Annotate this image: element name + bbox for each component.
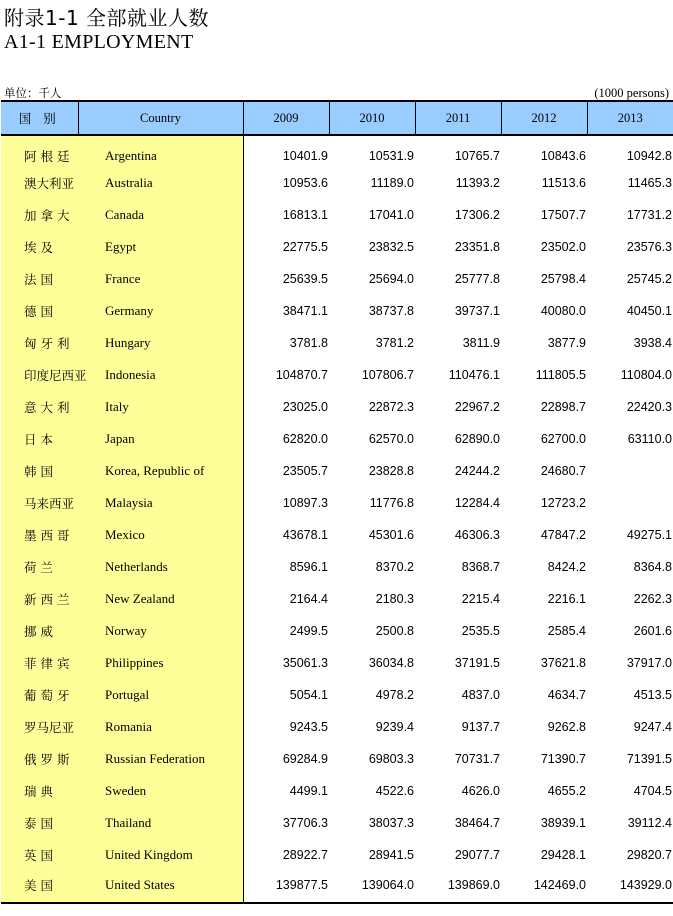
employment-value-cell: 2216.1: [547, 592, 586, 606]
employment-value-cell: 49275.1: [626, 528, 672, 542]
employment-value-cell: 143929.0: [587, 871, 673, 903]
country-name-en: Egypt: [78, 231, 243, 263]
employment-value-cell: 43678.1: [282, 528, 328, 542]
employment-value-cell: 10401.9: [282, 148, 328, 163]
country-name-en: Italy: [78, 391, 243, 423]
employment-value-cell: 39737.1: [454, 304, 500, 318]
header-year: 2012: [501, 101, 587, 135]
employment-value-cell: 71391.5: [626, 752, 672, 766]
country-name-cn: 挪 威: [1, 615, 78, 647]
employment-value-cell: 47847.2: [540, 528, 586, 542]
employment-value-cell: 12723.2: [540, 496, 586, 510]
country-name-cn: 韩 国: [1, 455, 78, 487]
employment-value-cell: 71390.7: [540, 752, 586, 766]
table-row: [1, 455, 673, 487]
employment-value-cell: 11189.0: [370, 176, 414, 190]
employment-value-cell: 40080.0: [540, 304, 586, 318]
employment-value-cell: 62890.0: [454, 432, 500, 446]
country-name-en: Malaysia: [78, 487, 243, 519]
country-name-cn: 意 大 利: [1, 391, 78, 423]
country-name-en: Mexico: [78, 519, 243, 551]
employment-value-cell: 2601.6: [633, 624, 672, 638]
country-name-cn: 德 国: [1, 295, 78, 327]
table-row: [1, 487, 673, 519]
employment-value-cell: 38737.8: [368, 304, 414, 318]
country-name-cn: 墨 西 哥: [1, 519, 78, 551]
employment-value-cell: 12284.4: [454, 496, 500, 510]
employment-value-cell: 8596.1: [289, 560, 328, 574]
country-name-cn: 法 国: [1, 263, 78, 295]
country-name-cn: 泰 国: [1, 807, 78, 839]
country-name-cn: 阿 根 廷: [1, 135, 78, 167]
table-row: [1, 615, 673, 647]
table-row: [1, 583, 673, 615]
country-name-en: Russian Federation: [78, 743, 243, 775]
employment-table: [1, 100, 673, 904]
employment-value-cell: 25745.2: [626, 272, 672, 286]
employment-value-cell: 37706.3: [282, 816, 328, 830]
country-name-cn: 葡 萄 牙: [1, 679, 78, 711]
employment-value-cell: 2180.3: [375, 592, 414, 606]
unit-label-en: (1000 persons): [594, 86, 669, 100]
employment-value-cell: 4522.6: [375, 784, 414, 798]
employment-value-cell: 139064.0: [329, 871, 415, 903]
country-name-en: Indonesia: [78, 359, 243, 391]
employment-value-cell: 17306.2: [454, 208, 500, 222]
employment-value-cell: 23832.5: [368, 240, 414, 254]
employment-value-cell: 9262.8: [547, 720, 586, 734]
employment-value-cell: 17041.0: [368, 208, 414, 222]
country-name-cn: 菲 律 宾: [1, 647, 78, 679]
table-row: [1, 231, 673, 263]
country-name-en: Canada: [78, 199, 243, 231]
employment-value-cell: 69803.3: [368, 752, 414, 766]
employment-value-cell: 2535.5: [461, 624, 500, 638]
employment-value-cell: 2164.4: [289, 592, 328, 606]
employment-value-cell: 22775.5: [282, 240, 328, 254]
employment-value-cell: 62570.0: [368, 432, 414, 446]
employment-value-cell: 9239.4: [375, 720, 414, 734]
employment-value-cell: 24680.7: [540, 464, 586, 478]
table-row: [1, 807, 673, 839]
country-name-cn: 加 拿 大: [1, 199, 78, 231]
country-name-cn: 新 西 兰: [1, 583, 78, 615]
country-name-en: Netherlands: [78, 551, 243, 583]
employment-value-cell: 3877.9: [547, 336, 586, 350]
country-name-en: France: [78, 263, 243, 295]
employment-value-cell: 38939.1: [540, 816, 586, 830]
country-name-en: Hungary: [78, 327, 243, 359]
table-row: [1, 423, 673, 455]
employment-value-cell: 104870.7: [275, 368, 328, 382]
country-name-cn: 英 国: [1, 839, 78, 871]
employment-value-cell: 23505.7: [282, 464, 328, 478]
employment-value-cell: 37917.0: [626, 656, 672, 670]
employment-value-cell: [587, 487, 673, 519]
header-year: 2010: [329, 101, 415, 135]
employment-value-cell: 46306.3: [454, 528, 500, 542]
employment-value-cell: 39112.4: [627, 816, 672, 830]
country-name-en: Norway: [78, 615, 243, 647]
employment-value-cell: 10942.8: [626, 148, 672, 163]
employment-value-cell: 62700.0: [540, 432, 586, 446]
employment-value-cell: 4978.2: [375, 688, 414, 702]
employment-value-cell: 29428.1: [540, 848, 586, 862]
country-name-en: Korea, Republic of: [78, 455, 243, 487]
employment-value-cell: 69284.9: [282, 752, 328, 766]
table-row: [1, 839, 673, 871]
employment-value-cell: [587, 455, 673, 487]
country-name-en: United Kingdom: [78, 839, 243, 871]
employment-value-cell: 70731.7: [454, 752, 500, 766]
employment-value-cell: 23025.0: [282, 400, 328, 414]
country-name-en: Romania: [78, 711, 243, 743]
country-name-en: Portugal: [78, 679, 243, 711]
country-name-en: Thailand: [78, 807, 243, 839]
table-row: [1, 391, 673, 423]
employment-value-cell: 4634.7: [547, 688, 586, 702]
table-row: [1, 551, 673, 583]
table-row: [1, 295, 673, 327]
employment-value-cell: 142469.0: [501, 871, 587, 903]
unit-label-cn: 单位：千人: [4, 86, 62, 100]
employment-value-cell: 4499.1: [289, 784, 328, 798]
country-name-en: Germany: [78, 295, 243, 327]
country-name-en: Argentina: [78, 135, 243, 167]
employment-value-cell: 38037.3: [368, 816, 414, 830]
employment-value-cell: 23502.0: [540, 240, 586, 254]
country-name-en: Sweden: [78, 775, 243, 807]
country-name-cn: 澳大利亚: [1, 167, 78, 199]
employment-value-cell: 4626.0: [461, 784, 500, 798]
employment-value-cell: 37621.8: [540, 656, 586, 670]
employment-value-cell: 10531.9: [368, 148, 414, 163]
employment-value-cell: 22967.2: [454, 400, 500, 414]
employment-value-cell: 8370.2: [375, 560, 414, 574]
employment-value-cell: 62820.0: [282, 432, 328, 446]
employment-value-cell: 16813.1: [282, 208, 328, 222]
employment-value-cell: 23576.3: [626, 240, 672, 254]
employment-value-cell: 9243.5: [289, 720, 328, 734]
employment-value-cell: 10897.3: [282, 496, 328, 510]
country-name-cn: 日 本: [1, 423, 78, 455]
employment-value-cell: 4655.2: [547, 784, 586, 798]
employment-value-cell: 2215.4: [461, 592, 500, 606]
employment-value-cell: 28922.7: [282, 848, 328, 862]
employment-value-cell: 10953.6: [282, 176, 328, 190]
employment-value-cell: 107806.7: [361, 368, 414, 382]
employment-value-cell: 3781.2: [375, 336, 414, 350]
header-country-cn: 国别: [1, 101, 78, 135]
header-year: 2011: [415, 101, 501, 135]
employment-value-cell: 4704.5: [633, 784, 672, 798]
employment-value-cell: 2262.3: [633, 592, 672, 606]
employment-value-cell: 139877.5: [243, 871, 329, 903]
country-name-cn: 俄 罗 斯: [1, 743, 78, 775]
employment-value-cell: 63110.0: [627, 432, 672, 446]
employment-value-cell: 17731.2: [626, 208, 672, 222]
employment-value-cell: 139869.0: [415, 871, 501, 903]
employment-value-cell: 22898.7: [540, 400, 586, 414]
employment-value-cell: 29077.7: [454, 848, 500, 862]
header-country-en: Country: [78, 101, 243, 135]
employment-value-cell: 11465.3: [627, 176, 672, 190]
employment-value-cell: 38464.7: [454, 816, 500, 830]
country-name-cn: 罗马尼亚: [1, 711, 78, 743]
employment-value-cell: 28941.5: [368, 848, 414, 862]
employment-value-cell: 29820.7: [626, 848, 672, 862]
country-name-en: Australia: [78, 167, 243, 199]
table-row: [1, 263, 673, 295]
table-row: [1, 135, 673, 167]
page-title-en: A1-1 EMPLOYMENT: [4, 31, 194, 53]
table-row: [1, 871, 673, 903]
employment-value-cell: 35061.3: [282, 656, 328, 670]
employment-value-cell: 5054.1: [289, 688, 328, 702]
employment-value-cell: 111805.5: [535, 368, 586, 382]
table-row: [1, 711, 673, 743]
employment-value-cell: 4837.0: [461, 688, 500, 702]
employment-value-cell: 23828.8: [368, 464, 414, 478]
employment-value-cell: 2499.5: [289, 624, 328, 638]
employment-value-cell: 17507.7: [540, 208, 586, 222]
table-row: [1, 519, 673, 551]
employment-value-cell: 38471.1: [282, 304, 328, 318]
employment-value-cell: 4513.5: [633, 688, 672, 702]
employment-value-cell: 8364.8: [633, 560, 672, 574]
employment-value-cell: 25639.5: [282, 272, 328, 286]
header-year: 2013: [587, 101, 673, 135]
employment-value-cell: 10765.7: [454, 148, 500, 163]
country-name-cn: 美 国: [1, 871, 78, 903]
employment-value-cell: 3938.4: [633, 336, 672, 350]
country-name-en: Philippines: [78, 647, 243, 679]
employment-value-cell: 37191.5: [454, 656, 500, 670]
country-name-en: United States: [78, 871, 243, 903]
employment-value-cell: 36034.8: [368, 656, 414, 670]
employment-value-cell: 3811.9: [462, 336, 500, 350]
employment-value-cell: 9247.4: [633, 720, 672, 734]
employment-value-cell: 22420.3: [626, 400, 672, 414]
employment-value-cell: 25777.8: [454, 272, 500, 286]
page-title-cn: 附录1-1 全部就业人数: [4, 6, 210, 30]
header-year: 2009: [243, 101, 329, 135]
employment-value-cell: 8368.7: [461, 560, 500, 574]
country-name-cn: 埃 及: [1, 231, 78, 263]
employment-value-cell: 24244.2: [454, 464, 500, 478]
employment-value-cell: 110476.1: [448, 368, 500, 382]
table-row: [1, 679, 673, 711]
employment-value-cell: 8424.2: [547, 560, 586, 574]
employment-value-cell: 11776.8: [369, 496, 414, 510]
employment-value-cell: 2500.8: [375, 624, 414, 638]
employment-value-cell: 10843.6: [540, 148, 586, 163]
country-name-cn: 荷 兰: [1, 551, 78, 583]
employment-value-cell: 110804.0: [620, 368, 672, 382]
employment-value-cell: 3781.8: [289, 336, 328, 350]
table-row: [1, 359, 673, 391]
header-row: [1, 101, 673, 135]
employment-value-cell: 25798.4: [540, 272, 586, 286]
table-row: [1, 167, 673, 199]
country-name-cn: 马来西亚: [1, 487, 78, 519]
employment-value-cell: 45301.6: [368, 528, 414, 542]
employment-value-cell: 23351.8: [454, 240, 500, 254]
employment-value-cell: 9137.7: [461, 720, 500, 734]
table-header: [1, 101, 673, 135]
employment-value-cell: 25694.0: [368, 272, 414, 286]
employment-value-cell: 40450.1: [626, 304, 672, 318]
country-name-cn: 印度尼西亚: [1, 359, 78, 391]
country-name-cn: 匈 牙 利: [1, 327, 78, 359]
country-name-en: Japan: [78, 423, 243, 455]
table-row: [1, 647, 673, 679]
country-name-cn: 瑞 典: [1, 775, 78, 807]
employment-value-cell: 2585.4: [547, 624, 586, 638]
table-row: [1, 199, 673, 231]
table-row: [1, 327, 673, 359]
table-row: [1, 743, 673, 775]
table-row: [1, 775, 673, 807]
employment-value-cell: 22872.3: [368, 400, 414, 414]
table-body: [1, 135, 673, 903]
country-name-en: New Zealand: [78, 583, 243, 615]
employment-value-cell: 11393.2: [455, 176, 500, 190]
employment-value-cell: 11513.6: [541, 176, 586, 190]
